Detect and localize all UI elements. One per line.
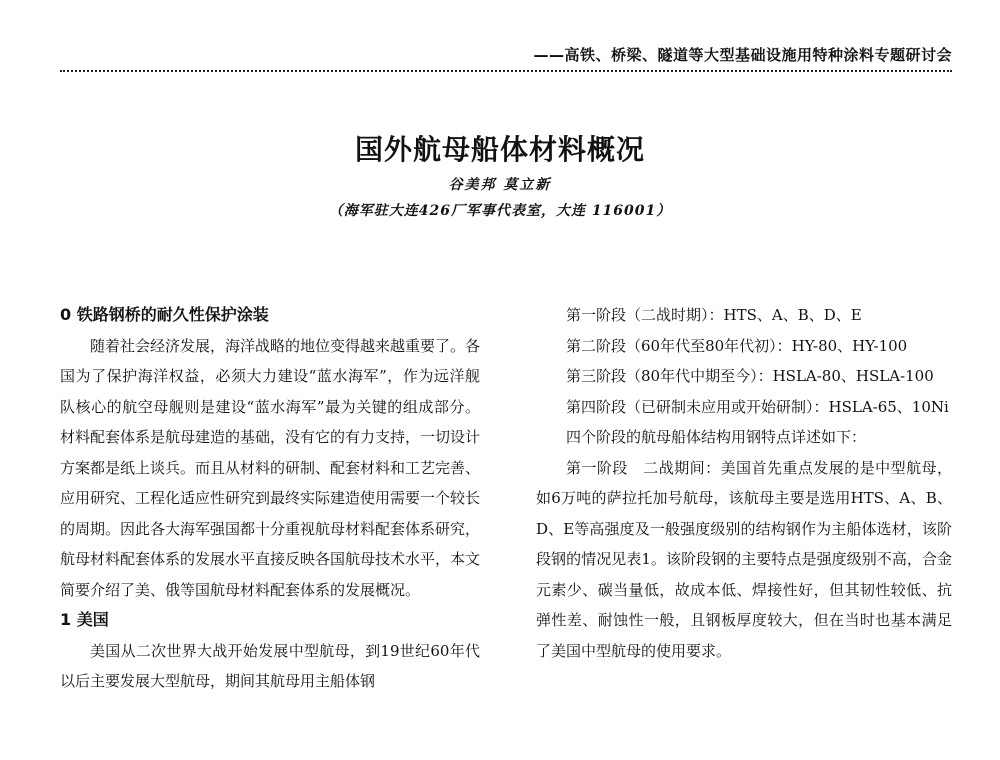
section-0-heading: 0 铁路钢桥的耐久性保护涂装 (60, 305, 269, 324)
article-authors: 谷美邦 莫立新 (448, 177, 552, 193)
left-column (60, 300, 480, 697)
stage-4-line: 第四阶段（已研制未应用或开始研制）：HSLA-65、10Ni (566, 397, 949, 416)
article-title: 国外航母船体材料概况 (354, 133, 645, 166)
header-dotted-rule (60, 70, 952, 72)
section-1-heading: 1 美国 (60, 610, 109, 629)
section-1-paragraph: 美国从二次世界大战开始发展中型航母，到19世纪60年代以后主要发展大型航母，期间其航母用主船体钢 (60, 641, 480, 690)
stage-2-line: 第二阶段（60年代至80年代初）：HY-80、HY-100 (566, 336, 908, 355)
article-affiliation: （海军驻大连426厂军事代表室，大连 116001） (328, 203, 672, 219)
section-0-paragraph: 随着社会经济发展，海洋战略的地位变得越来越重要了。各国为了保护海洋权益，必须大力建设“蓝水海军”，作为远洋舰队核心的航空母舰则是建设“蓝水海军”最为关键的组成部分。材料配套体系是航母建造的基础，没有它的有力支持，一切设计方案都是纸上谈兵。而且从材料的研制、配套材料和工艺完善、应用研究、工程化适应性研究到最终实际建造使用需要一个较长的周期。因此各大海军强国都十分重视航母材料配套体系研究，航母材料配套体系的发展水平直接反映各国航母技术水平，本文简要介绍了美、俄等国航母材料配套体系的发展概况。 (60, 336, 481, 599)
stages-intro: 四个阶段的航母船体结构用钢特点详述如下： (566, 428, 867, 446)
running-header: ——高铁、桥梁、隧道等大型基础设施用特种涂料专题研讨会 (533, 46, 952, 64)
stage-1-detail-paragraph: 第一阶段 二战期间：美国首先重点发展的是中型航母，如6万吨的萨拉托加号航母，该航母主要是选用HTS、A、B、D、E等高强度及一般强度级别的结构钢作为主船体选材，该阶段钢的情况见表1。该阶段钢的主要特点是强度级别不高，合金元素少、碳当量低，故成本低、焊接性好，但其韧性较低、抗弹性差、耐蚀性一般，且钢板厚度较大，但在当时也基本满足了美国中型航母的使用要求。 (536, 458, 952, 660)
stage-1-line: 第一阶段（二战时期）：HTS、A、B、D、E (566, 306, 862, 324)
right-column (536, 300, 952, 666)
stage-3-line: 第三阶段（80年代中期至今）：HSLA-80、HSLA-100 (566, 367, 934, 385)
